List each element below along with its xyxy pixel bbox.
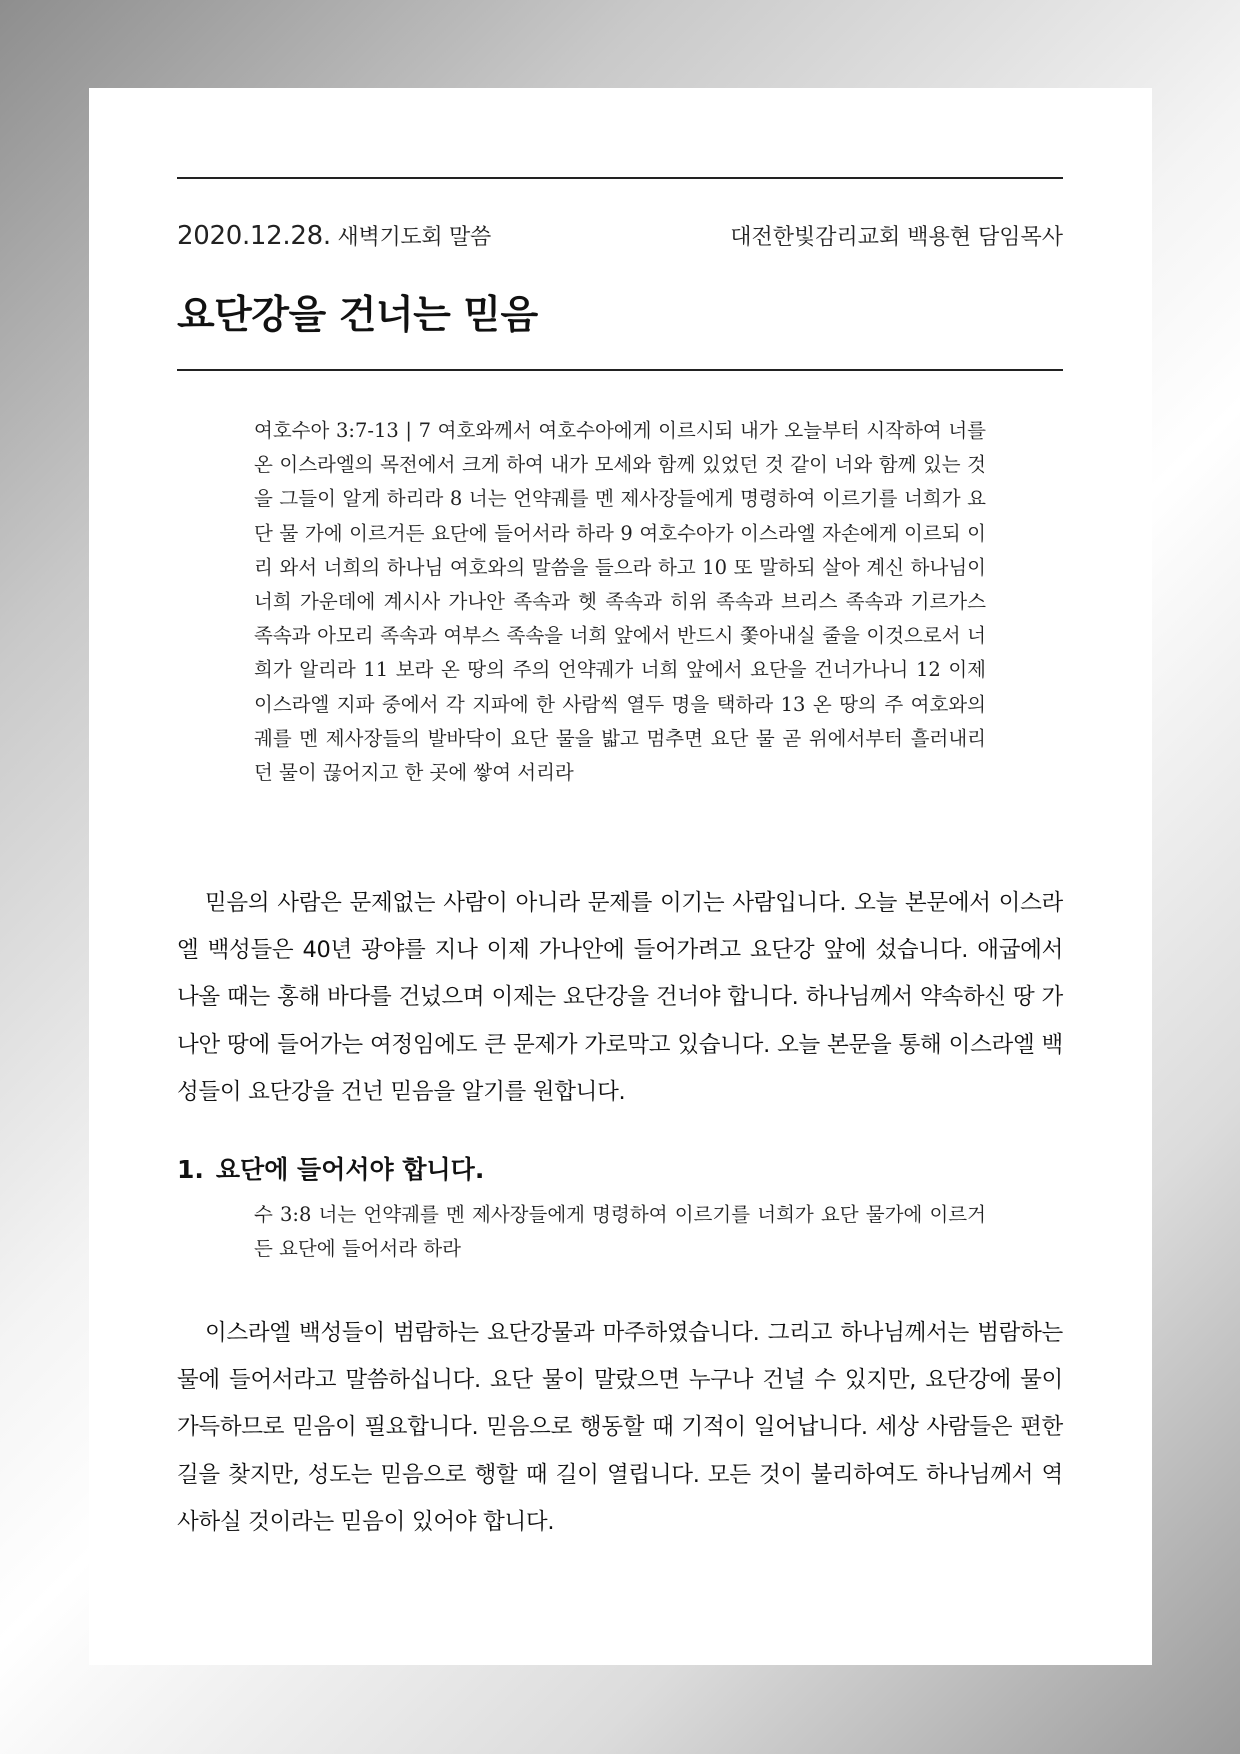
top-rule: [177, 177, 1063, 179]
section-heading-text: 요단에 들어서야 합니다.: [215, 1155, 485, 1184]
section-verse: 수 3:8 너는 언약궤를 멘 제사장들에게 명령하여 이르기를 너희가 요단 물가에 이르거든 요단에 들어서라 하라: [254, 1203, 986, 1261]
church-name: 대전한빛감리교회: [730, 225, 901, 250]
sermon-title: 요단강을 건너는 믿음: [177, 293, 538, 338]
intro-paragraph: 믿음의 사람은 문제없는 사람이 아니라 문제를 이기는 사람입니다. 오늘 본문에서 이스라엘 백성들은 40년 광야를 지나 이제 가나안에 들어가려고 요단강 앞에 섰습니다. 애굽에서 나올 때는 홍해 바다를 건넜으며 이제는 요단강을 건너야 합니다. 하나님께서 약속하신 땅 가나안 땅에 들어가는 여정임에도 큰 문제가 가로막고 있습니다. 오늘 본문을 통해 이스라엘 백성들이 요단강을 건넌 믿음을 알기를 원합니다.: [177, 890, 1063, 1105]
sermon-header: [177, 220, 1063, 254]
date-service-line: [177, 220, 491, 251]
bottom-rule: [177, 369, 1063, 371]
pastor-title: 담임목사: [977, 225, 1063, 250]
sermon-date: 2020.12.28.: [177, 221, 331, 251]
scripture-passage: 여호수아 3:7-13 | 7 여호와께서 여호수아에게 이르시되 내가 오늘부터 시작하여 너를 온 이스라엘의 목전에서 크게 하여 내가 모세와 함께 있었던 것 같이 너와 함께 있는 것을 그들이 알게 하리라 8 너는 언약궤를 멘 제사장들에게 명령하여 이르기를 너희가 요단 물 가에 이르거든 요단에 들어서라 하라 9 여호수아가 이스라엘 자손에게 이르되 이리 와서 너희의 하나님 여호와의 말씀을 들으라 하고 10 또 말하되 살아 계신 하나님이 너희 가운데에 계시사 가나안 족속과 헷 족속과 히위 족속과 브리스 족속과 기르가스 족속과 아모리 족속과 여부스 족속을 너희 앞에서 반드시 쫓아내실 줄을 이것으로서 너희가 알리라 11 보라 온 땅의 주의 언약궤가 너희 앞에서 요단을 건너가나니 12 이제 이스라엘 지파 중에서 각 지파에 한 사람씩 열두 명을 택하라 13 온 땅의 주 여호와의 궤를 멘 제사장들의 발바닥이 요단 물을 밟고 멈추면 요단 물 곧 위에서부터 흘러내리던 물이 끊어지고 한 곳에 쌓여 서리라: [254, 419, 986, 785]
service-name: 새벽기도회 말씀: [337, 225, 491, 250]
pastor-name: 백용현: [907, 225, 971, 250]
church-pastor-line: [730, 220, 1063, 251]
section-heading: [177, 1150, 484, 1186]
section-number: 1.: [177, 1155, 204, 1184]
section-paragraph: 이스라엘 백성들이 범람하는 요단강물과 마주하였습니다. 그리고 하나님께서는 범람하는 물에 들어서라고 말씀하십니다. 요단 물이 말랐으면 누구나 건널 수 있지만, 요단강에 물이 가득하므로 믿음이 필요합니다. 믿음으로 행동할 때 기적이 일어납니다. 세상 사람들은 편한 길을 찾지만, 성도는 믿음으로 행할 때 길이 열립니다. 모든 것이 불리하여도 하나님께서 역사하실 것이라는 믿음이 있어야 합니다.: [177, 1320, 1063, 1535]
document-page: [89, 88, 1152, 1665]
